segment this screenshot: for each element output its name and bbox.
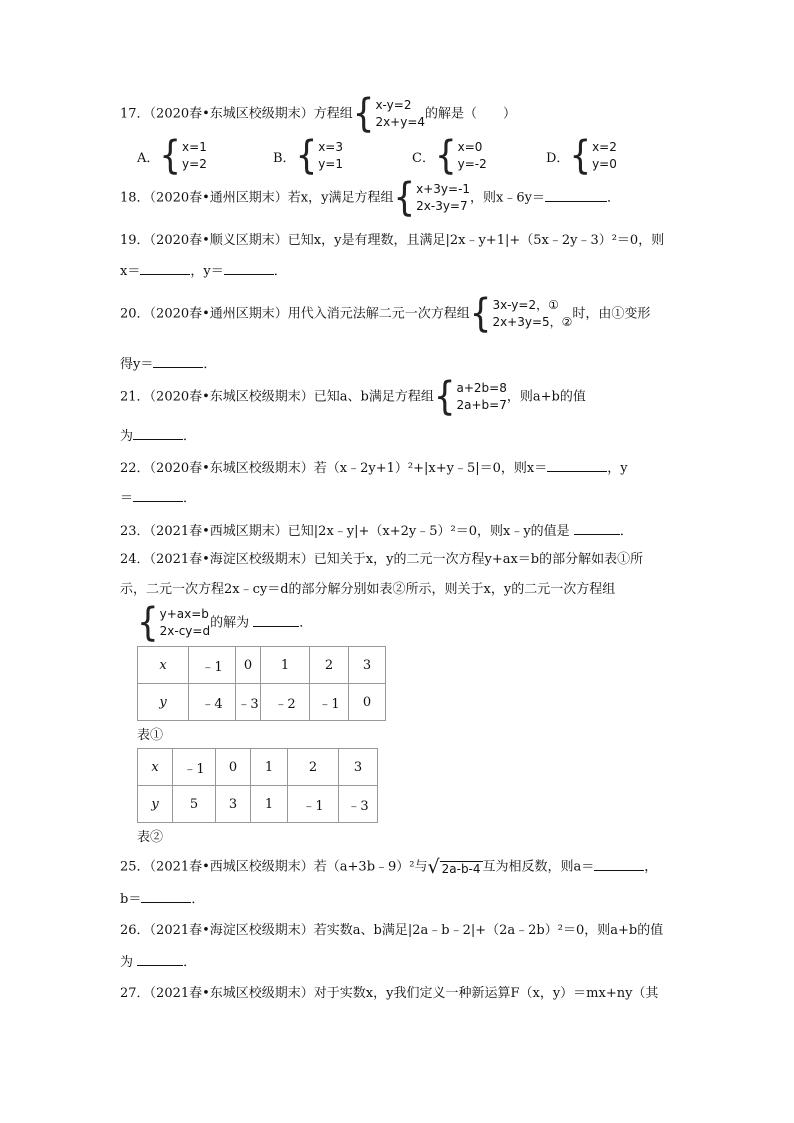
q25-b-blank[interactable] xyxy=(141,890,191,903)
table-row: x ﹣1 0 1 2 3 xyxy=(138,647,386,684)
q17-option-a[interactable]: A． { x=1 y=2 xyxy=(137,133,207,179)
q24-table-1 xyxy=(137,646,386,721)
q17-option-d[interactable]: D． { x=2 y=0 xyxy=(546,133,617,179)
table-row: y ﹣4 ﹣3 ﹣2 ﹣1 0 xyxy=(138,684,386,721)
q25-line1: 25．（2021春•西城区校级期末）若（a+3b﹣9）²与 √ 2a-b-4 互为相反数，则a＝ ， xyxy=(120,856,658,878)
q20-line1: 20．（2020春•通州区期末）用代入消元法解二元一次方程组 { 3x-y=2，① 2x+3y=5，② 时，由①变形 xyxy=(120,291,651,337)
q25-a-blank[interactable] xyxy=(594,858,644,871)
q22-line1: 22．（2020春•东城区校级期末）若（x﹣2y+1）²+|x+y﹣5|＝0，则x＝ ，y xyxy=(120,461,628,476)
q19-y-blank[interactable] xyxy=(224,262,274,275)
q21-line1: 21．（2020春•东城区校级期末）已知a、b满足方程组 { a+2b=8 2a+b=7 ，则a+b的值 xyxy=(120,374,586,420)
q21-answer-blank[interactable] xyxy=(133,427,183,440)
q24-line2: 示，二元一次方程2x﹣cy＝d的部分解分别如表②所示，则关于x，y的二元一次方程组 xyxy=(120,582,616,597)
q26-line1: 26．（2021春•海淀区校级期末）若实数a、b满足|2a﹣b﹣2|+（2a﹣2b）²＝0，则a+b的值 xyxy=(120,923,664,938)
q20-line2: 得y＝ ． xyxy=(120,357,217,372)
q19-line1: 19．（2020春•顺义区期末）已知x，y是有理数，且满足|2x﹣y+1|+（5x﹣2y﹣3）²＝0，则 xyxy=(120,233,665,248)
q17-line xyxy=(120,91,517,137)
q22-x-blank[interactable] xyxy=(547,459,607,472)
q22-line2: ＝ ． xyxy=(120,491,197,506)
q24-line1: 24．（2021春•海淀区校级期末）已知关于x，y的二元一次方程y+ax＝b的部分解如表①所 xyxy=(120,552,644,567)
q24-table-2 xyxy=(137,748,378,823)
q25-sqrt: √ 2a-b-4 xyxy=(427,856,481,878)
q26-answer-blank[interactable] xyxy=(137,953,183,966)
q26-line2: 为 ． xyxy=(120,955,197,970)
q18-answer-blank[interactable] xyxy=(545,189,607,202)
q18-line: 18．（2020春•通州区期末）若x，y满足方程组 { x+3y=-1 2x-3y=7 ，则x﹣6y＝ ． xyxy=(120,175,621,221)
q20-answer-blank[interactable] xyxy=(153,355,203,368)
q24-table-2-caption: 表② xyxy=(137,830,164,845)
q17-stem: 17．（2020春•东城区校级期末）方程组 xyxy=(120,106,353,122)
table-row: y 5 3 1 ﹣1 ﹣3 xyxy=(138,786,378,823)
q23-answer-blank[interactable] xyxy=(574,522,620,535)
table-row: x ﹣1 0 1 2 3 xyxy=(138,749,378,786)
q24-line3: { y+ax=b 2x-cy=d 的解为 ． xyxy=(137,600,313,646)
q17-tail: 的解是（ ） xyxy=(425,106,517,122)
q23-line: 23．（2021春•西城区期末）已知|2x﹣y|+（x+2y﹣5）²＝0，则x﹣y的值是 ． xyxy=(120,524,633,539)
q24-answer-blank[interactable] xyxy=(253,614,299,627)
q24-table-1-caption: 表① xyxy=(137,728,164,743)
q19-line2: x＝ ，y＝ ． xyxy=(120,264,287,279)
q27-line1: 27．（2021春•东城区校级期末）对于实数x，y我们定义一种新运算F（x，y）＝mx+ny（其 xyxy=(120,986,659,1001)
q21-line2: 为 ． xyxy=(120,429,197,444)
q17-option-b[interactable]: B． { x=3 y=1 xyxy=(273,133,343,179)
q19-x-blank[interactable] xyxy=(140,262,190,275)
q17-system: { x-y=2 2x+y=4 xyxy=(352,91,426,137)
q25-line2: b＝ ． xyxy=(120,892,205,907)
q17-option-c[interactable]: C． { x=0 y=-2 xyxy=(412,133,487,179)
q22-y-blank[interactable] xyxy=(133,489,183,502)
